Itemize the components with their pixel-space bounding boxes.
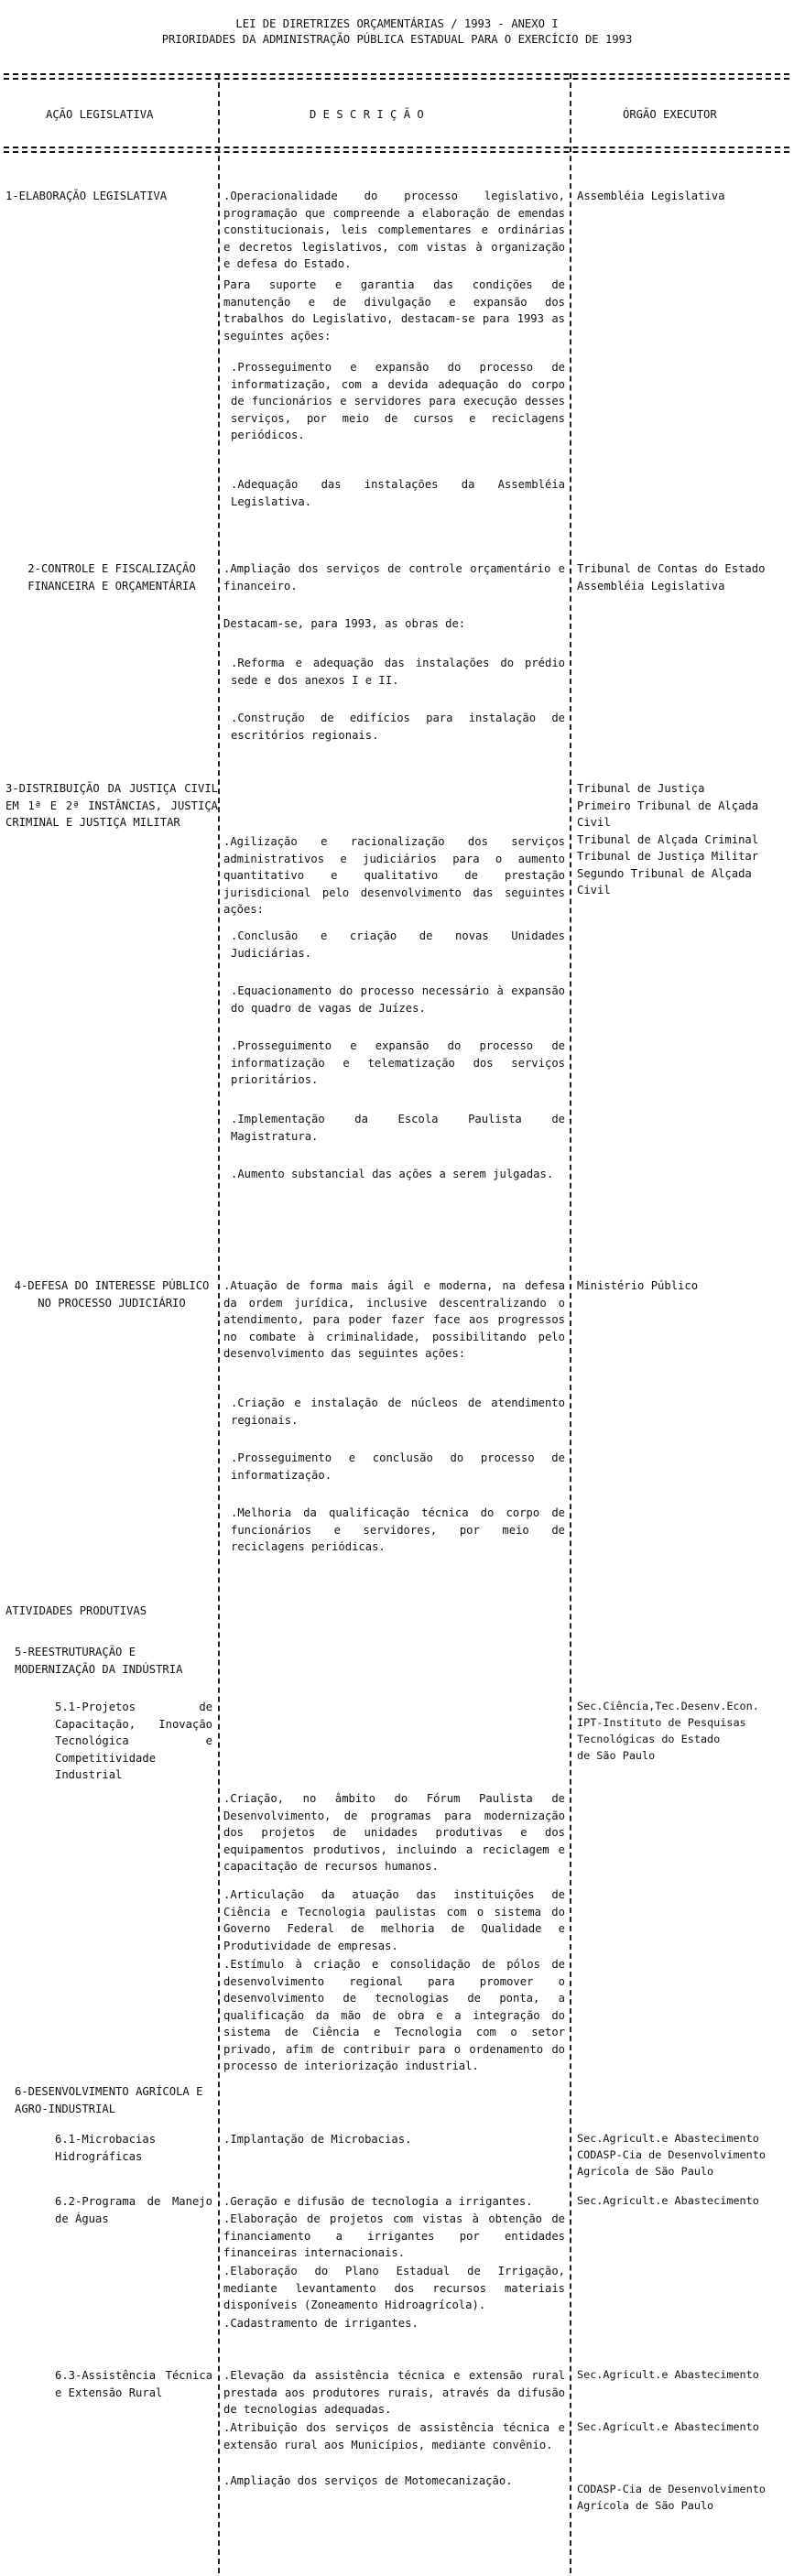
- acao-defesa-interesse-publico: 4-DEFESA DO INTERESSE PÚBLICO NO PROCESSO JUDICIÁRIO: [14, 1279, 210, 1310]
- desc-r2-4: .Construção de edifícios para instalação de escritórios regionais.: [231, 712, 565, 742]
- orgao-r3: Tribunal de Justiça Primeiro Tribunal de Alçada Civil Tribunal de Alçada Criminal Tribunal de Justiça Militar Segundo Tribunal de Alçada Civil: [577, 782, 759, 897]
- document-title: [0, 16, 794, 48]
- desc-r1-2: Para suporte e garantia das condições de manutenção e de divulgação e expansão dos trabalhos do Legislativo, destacam-se para 1993 as seguintes ações:: [223, 278, 565, 342]
- desc-r6-2-2: .Elaboração de projetos com vistas à obtenção de financiamento a irrigantes por entidades financeiras internacionais.: [223, 2212, 565, 2260]
- column-header-acao: AÇÃO LEGISLATIVA: [46, 108, 154, 121]
- desc-r1-1: .Operacionalidade do processo legislativo, programação que compreende a elaboração de emendas constitucionais, leis complementares e ordinárias e decretos legislativos, com vistas à organização e defesa do Estado.: [223, 190, 565, 271]
- acao-controle-fiscalizacao: 2-CONTROLE E FISCALIZAÇÃO FINANCEIRA E ORÇAMENTÁRIA: [27, 562, 196, 592]
- desc-r3-3: .Equacionamento do processo necessário à expansão do quadro de vagas de Juízes.: [231, 984, 565, 1015]
- desc-r3-1: .Agilização e racionalização dos serviços administrativos e judiciários para o aumento quantitativo e qualitativo de prestação jurisdicional pelo desenvolvimento das seguintes ações:: [223, 835, 565, 917]
- header-rule: [4, 147, 789, 148]
- desc-r6-3-2: .Atribuição dos serviços de assistência técnica e extensão rural aos Municípios, mediante convênio.: [223, 2421, 565, 2451]
- desc-r2-2: Destacam-se, para 1993, as obras de:: [223, 617, 466, 630]
- column-divider-left: [218, 73, 220, 2573]
- acao-elaboracao-legislativa: 1-ELABORAÇÃO LEGISLATIVA: [5, 190, 168, 202]
- orgao-r2: Tribunal de Contas do Estado Assembléia Legislativa: [577, 562, 766, 592]
- orgao-r6-2: Sec.Agricult.e Abastecimento: [577, 2194, 759, 2207]
- desc-r4-4: .Melhoria da qualificação técnica do corpo de funcionários e servidores, por meio de reciclagens periódicas.: [231, 1506, 565, 1554]
- acao-desenvolvimento-agricola: 6-DESENVOLVIMENTO AGRÍCOLA E AGRO-INDUSTRIAL: [15, 2085, 203, 2115]
- acao-sub-6-3: 6.3-Assistência Técnica e Extensão Rural: [55, 2369, 212, 2399]
- orgao-r6-3-3: CODASP-Cia de Desenvolvimento Agrícola de São Paulo: [577, 2483, 766, 2512]
- orgao-r6-3-2: Sec.Agricult.e Abastecimento: [577, 2420, 759, 2433]
- column-header-orgao: ÓRGÃO EXECUTOR: [623, 108, 717, 121]
- title-line-1: LEI DE DIRETRIZES ORÇAMENTÁRIAS / 1993 - ANEXO I: [235, 17, 559, 30]
- acao-reestruturacao-industria: 5-REESTRUTURAÇÃO E MODERNIZAÇÃO DA INDÚSTRIA: [15, 1646, 183, 1676]
- orgao-r1: Assembléia Legislativa: [577, 190, 725, 202]
- desc-r4-1: .Atuação de forma mais ágil e moderna, na defesa da ordem jurídica, inclusive descentralizando o atendimento, para poder fazer face aos progressos no combate à criminalidade, possibilitando pelo desenvolvimento das seguintes ações:: [223, 1279, 565, 1361]
- desc-r3-4: .Prosseguimento e expansão do processo de informatização e telematização dos serviços prioritários.: [231, 1039, 565, 1087]
- desc-r6-2-4: .Cadastramento de irrigantes.: [223, 2317, 419, 2330]
- desc-r6-2-1: .Geração e difusão de tecnologia a irrigantes.: [223, 2195, 533, 2208]
- desc-r2-1: .Ampliação dos serviços de controle orçamentário e financeiro.: [223, 562, 565, 592]
- title-line-2: PRIORIDADES DA ADMINISTRAÇÃO PÚBLICA ESTADUAL PARA O EXERCÍCIO DE 1993: [161, 33, 633, 47]
- desc-r6-1: .Implantação de Microbacias.: [223, 2133, 412, 2146]
- orgao-r5: Sec.Ciência,Tec.Desenv.Econ. IPT-Instituto de Pesquisas Tecnológicas do Estado de São Paulo: [577, 1700, 759, 1762]
- orgao-r6-1: Sec.Agricult.e Abastecimento CODASP-Cia de Desenvolvimento Agrícola de São Paulo: [577, 2132, 766, 2178]
- desc-r6-3-1: .Elevação da assistência técnica e extensão rural prestada aos produtores rurais, através da difusão de tecnologias adequadas.: [223, 2369, 565, 2417]
- top-rule: [4, 73, 789, 75]
- acao-sub-6-2: 6.2-Programa de Manejo de Águas: [55, 2195, 212, 2225]
- top-rule-2: [4, 78, 789, 80]
- desc-r3-6: .Aumento substancial das ações a serem julgadas.: [231, 1168, 554, 1180]
- desc-r5-2: .Articulação da atuação das instituições de Ciência e Tecnologia paulistas com o sistema do Governo Federal de melhoria de Qualidade e Produtividade de empresas.: [223, 1888, 565, 1952]
- desc-r5-3: .Estímulo à criação e consolidação de pólos de desenvolvimento regional para promover o desenvolvimento de tecnologias de ponta, a qualificação da mão de obra e a integração do sistema de Ciência e Tecnologia com o setor privado, afim de contribuir para o ordenamento do processo de interiorização industrial.: [223, 1958, 565, 2073]
- desc-r4-3: .Prosseguimento e conclusão do processo de informatização.: [231, 1451, 565, 1482]
- desc-r3-5: .Implementação da Escola Paulista de Magistratura.: [231, 1113, 565, 1143]
- desc-r1-3: .Prosseguimento e expansão do processo de informatização, com a devida adequação do corpo de funcionários e servidores para execução desses serviços, por meio de cursos e reciclagens periódicos.: [231, 361, 565, 442]
- header-rule-2: [4, 151, 789, 153]
- desc-r4-2: .Criação e instalação de núcleos de atendimento regionais.: [231, 1397, 565, 1427]
- section-atividades-produtivas: ATIVIDADES PRODUTIVAS: [5, 1604, 147, 1617]
- orgao-r6-3-1: Sec.Agricult.e Abastecimento: [577, 2368, 759, 2381]
- acao-sub-6-1: 6.1-Microbacias Hidrográficas: [55, 2133, 157, 2163]
- column-divider-right: [570, 73, 571, 2573]
- desc-r1-4: .Adequação das instalações da Assembléia Legislativa.: [231, 478, 565, 508]
- desc-r6-3-3: .Ampliação dos serviços de Motomecanização.: [223, 2474, 513, 2487]
- column-header-descricao: D E S C R I Ç Ã O: [310, 108, 424, 121]
- acao-sub-5-1: 5.1-Projetos de Capacitação, Inovação Tecnológica e Competitividade Industrial: [55, 1701, 212, 1782]
- desc-r3-2: .Conclusão e criação de novas Unidades Judiciárias.: [231, 929, 565, 960]
- desc-r2-3: .Reforma e adequação das instalações do prédio sede e dos anexos I e II.: [231, 657, 565, 687]
- desc-r6-2-3: .Elaboração do Plano Estadual de Irrigação, mediante levantamento dos recursos materiais disponíveis (Zoneamento Hidroagrícola).: [223, 2265, 565, 2312]
- desc-r5-1: .Criação, no âmbito do Fórum Paulista de Desenvolvimento, de programas para modernização dos projetos de unidades produtivas e dos equipamentos produtivos, incluindo a reciclagem e capacitação de recursos humanos.: [223, 1792, 565, 1874]
- acao-distribuicao-justica: 3-DISTRIBUIÇÃO DA JUSTIÇA CIVIL EM 1ª E 2ª INSTÂNCIAS, JUSTIÇA CRIMINAL E JUSTIÇA MILITAR: [5, 782, 218, 830]
- orgao-r4: Ministério Público: [577, 1279, 699, 1292]
